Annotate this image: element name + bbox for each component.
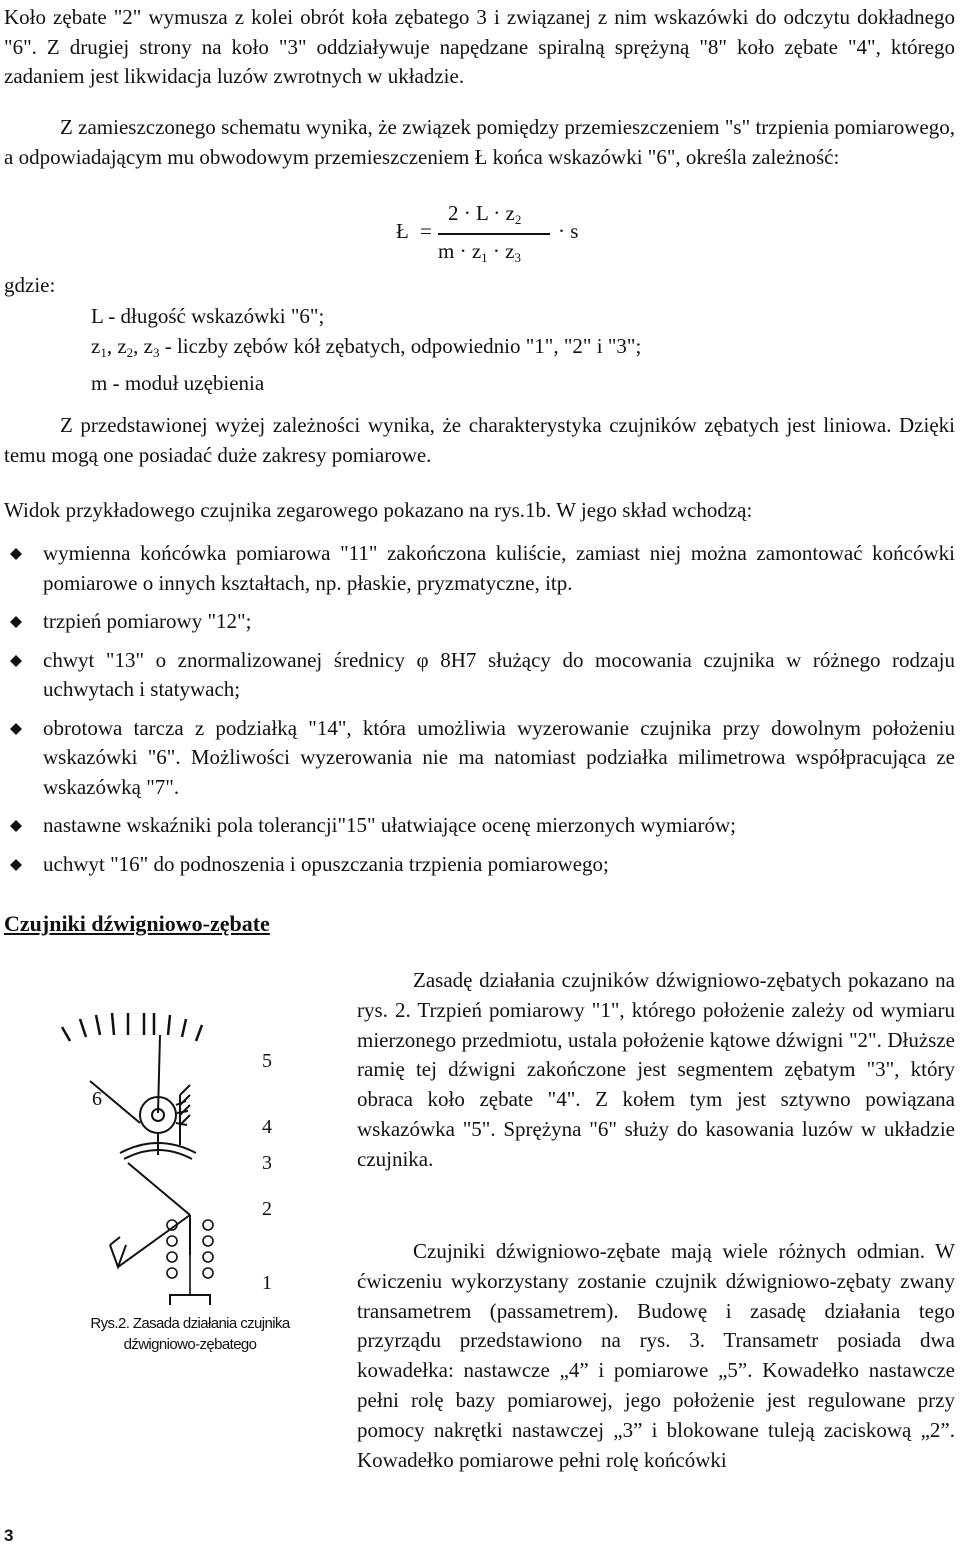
definition-L: L - długość wskazówki "6"; [91, 304, 325, 328]
paragraph-gear-description: Koło zębate "2" wymusza z kolei obrót koła zębatego 3 i związanej z nim wskazówki do odczytu dokładnego "6". Z drugiej strony na koło "3" oddziaływuje napędzane spiralną sprężyną "8" koło zębate "4", którego zadaniem jest likwidacja luzów zwrotnych w układzie. [4, 5, 955, 88]
gdzie-label: gdzie: [4, 273, 56, 297]
mechanism [90, 1035, 210, 1305]
label-6: 6 [92, 1088, 102, 1110]
label-2: 2 [262, 1198, 272, 1220]
list-item: wymienna końcówka pomiarowa "11" zakończona kuliście, zamiast niej można zamontować końcówki pomiarowe o innych kształtach, np. płaskie, pryzmatyczne, itp. [4, 539, 955, 598]
diamond-bullet-icon [10, 655, 22, 667]
diamond-bullet-icon [10, 723, 22, 735]
diamond-bullet-icon [10, 859, 22, 871]
formula [396, 201, 596, 273]
label-3: 3 [262, 1152, 272, 1174]
fraction-bar [438, 233, 550, 235]
diamond-bullet-icon [10, 548, 22, 560]
components-list [4, 539, 955, 888]
diamond-bullet-icon [10, 820, 22, 832]
list-item: obrotowa tarcza z podziałką "14", która umożliwia wyzerowanie czujnika przy dowolnym położeniu wskazówki "6". Możliwości wyzerowania nie ma natomiast podziałka milimetrowa współpracująca ze wskazówką "7". [4, 714, 955, 803]
formula-numerator: $2 \cdot L \cdot z_2$ [448, 201, 522, 227]
label-5: 5 [262, 1050, 272, 1072]
paragraph-relationship: Z zamieszczonego schematu wynika, że związek pomiędzy przemieszczeniem "s" trzpienia pomiarowego, a odpowiadającym mu obwodowym przemieszczeniem Ł końca wskazówki "6", określa zależność: [4, 115, 955, 169]
label-4: 4 [262, 1116, 272, 1138]
section-heading: Czujniki dźwigniowo-zębate [4, 911, 270, 936]
formula-equals: = [420, 219, 432, 243]
definition-m: m - moduł uzębienia [91, 371, 265, 395]
formula-lhs: Ł [396, 219, 409, 243]
list-item: uchwyt "16" do podnoszenia i opuszczania trzpienia pomiarowego; [4, 850, 955, 880]
list-item: chwyt "13" o znormalizowanej średnicy φ 8H7 służący do mocowania czujnika w różnego rodzaju uchwytach i statywach; [4, 646, 955, 705]
definitions-list [91, 301, 641, 398]
lever-gear-indicator-diagram [40, 1005, 340, 1305]
paragraph-dial-view: Widok przykładowego czujnika zegarowego pokazano na rys.1b. W jego skład wchodzą: [4, 498, 753, 522]
definition-z: $z_1$, $z_2$, $z_3$ - liczby zębów kół zębatych, odpowiednio "1", "2" i "3"; [91, 334, 642, 360]
figure-caption: Rys.2. Zasada działania czujnika dźwigniowo-zębatego [90, 1315, 290, 1353]
scale-ticks [62, 1013, 202, 1041]
formula-rhs: · s [558, 219, 579, 243]
paragraph-lever-principle: Zasadę działania czujników dźwigniowo-zębatych pokazano na rys. 2. Trzpień pomiarowy "1", którego położenie zależy od wymiaru mierzonego przedmiotu, ustala położenie kątowe dźwigni "2". Dłuższe ramię tej dźwigni zakończone jest segmentem zębatym "3", który obraca koło zębate "4". Z kołem tym jest sztywno powiązana wskazówka "5". Sprężyna "6" służy do kasowania luzów w układzie czujnika. [357, 968, 955, 1171]
label-1: 1 [262, 1272, 272, 1294]
paragraph-linearity: Z przedstawionej wyżej zależności wynika, że charakterystyka czujników zębatych jest liniowa. Dzięki temu mogą one posiadać duże zakresy pomiarowe. [4, 413, 955, 467]
formula-denominator: $m \cdot z_1 \cdot z_3$ [438, 239, 521, 265]
list-item: trzpień pomiarowy "12"; [4, 607, 955, 637]
diamond-bullet-icon [10, 616, 22, 628]
paragraph-transametr: Czujniki dźwigniowo-zębate mają wiele różnych odmian. W ćwiczeniu wykorzystany zostanie czujnik dźwigniowo-zębaty zwany transametrem (passametrem). Budowę i zasadę działania tego przyrządu przedstawiono na rys. 3. Transametr posiada dwa kowadełka: nastawcze „4” i pomiarowe „5”. Kowadełko nastawcze pełni rolę bazy pomiarowej, jego położenie jest regulowane przy pomocy nakrętki nastawczej „3” i blokowane tuleją zaciskową „2”. Kowadełko pomiarowe pełni rolę końcówki [357, 1239, 955, 1472]
page-number: 3 [4, 1526, 14, 1545]
list-item: nastawne wskaźniki pola tolerancji"15" ułatwiające ocenę mierzonych wymiarów; [4, 811, 955, 841]
